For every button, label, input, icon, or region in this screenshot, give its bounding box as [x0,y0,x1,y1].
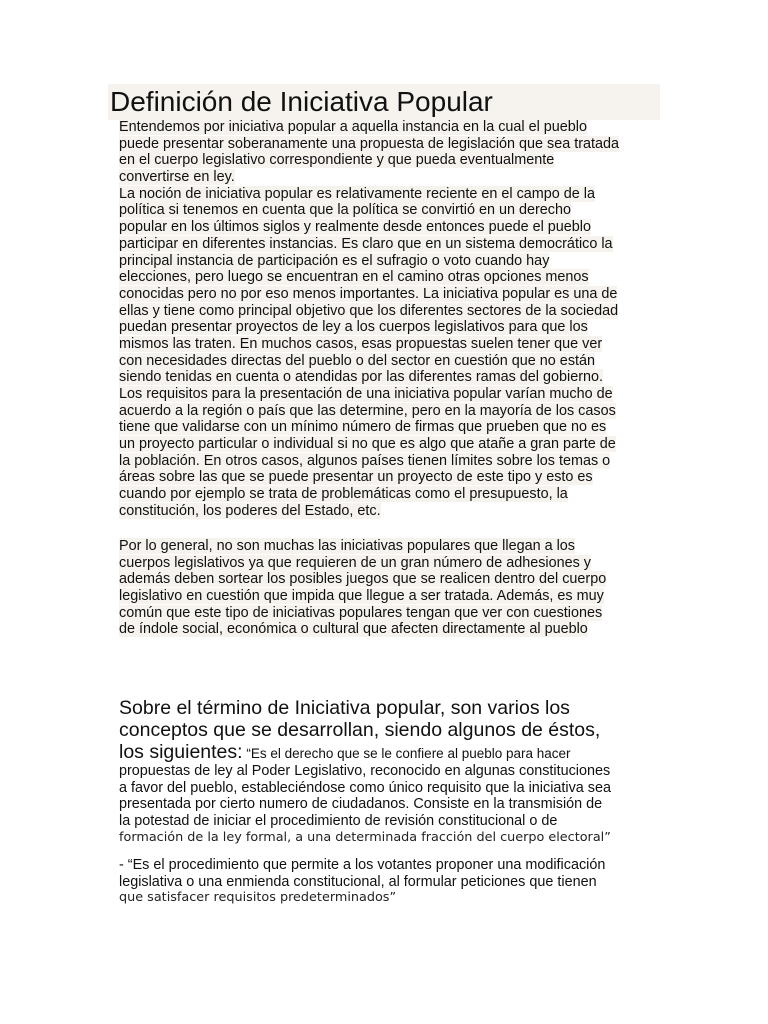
definitions-intro-mixed-line [119,741,679,763]
second-definition [119,857,679,907]
definition-quote-start: “Es el derecho que se le confiere al pueblo para hacer [242,746,571,761]
paragraph-line-text: de índole social, económica o cultural que afecten directamente al pueblo [119,621,588,638]
paragraph-line [119,286,664,303]
paragraph-line-text: además deben sortear los posibles juegos que se realicen dentro del cuerpo [119,571,607,588]
paragraph-line [119,538,664,555]
definitions-intro-line: Sobre el término de Iniciativa popular, son varios los [119,697,570,719]
paragraph-line [119,353,664,370]
paragraph-line [119,588,664,605]
paragraph-line [119,503,664,520]
paragraph-line [119,336,664,353]
paragraph-line-text: Por lo general, no son muchas las iniciativas populares que llegan a los [119,538,575,554]
paragraph-line-text: la población. En otros casos, algunos países tienen límites sobre los temas o [119,452,611,469]
paragraph-line [119,152,664,169]
paragraph-line-text: principal instancia de participación es el sufragio o voto cuando hay [119,252,550,269]
paragraph-line [119,269,664,286]
paragraph-line-text: en el cuerpo legislativo correspondiente y que pueda eventualmente [119,152,555,169]
paragraph-line-text: cuerpos legislativos ya que requieren de un gran número de adhesiones y [119,554,591,571]
paragraph-line-text: ellas y tiene como principal objetivo que los diferentes sectores de la sociedad [119,302,619,319]
definition-quote-line: propuestas de ley al Poder Legislativo, reconocido en algunas constituciones [119,763,611,779]
paragraph-line [119,319,664,336]
definitions-intro-tail: los siguientes: [119,741,243,763]
paragraph-line [119,169,664,186]
paragraph-line [119,219,664,236]
paragraph-line-text: conocidas pero no por eso menos importantes. La iniciativa popular es una de [119,285,618,302]
paragraph-line [119,386,664,403]
second-definition-line: legislativa o una enmienda constitucional, al formular peticiones que tienen [119,873,597,890]
definition-quote-line: formación de la ley formal, a una determinada fracción del cuerpo electoral” [119,829,611,845]
paragraph-line [119,555,664,572]
paragraph-line [119,186,664,203]
paragraph-line-text: La noción de iniciativa popular es relativamente reciente en el campo de la [119,185,595,202]
paragraph-line-text: convertirse en ley. [119,169,235,186]
paragraph-line [119,369,664,386]
paragraph-line-text: acuerdo a la región o país que las determine, pero en la mayoría de los casos [119,402,616,419]
paragraph-line [119,453,664,470]
definitions-section [119,697,679,846]
paragraph-line-text: elecciones, pero luego se encuentran en el camino otras opciones menos [119,269,589,286]
paragraph-line-text: legislativo en cuestión que impida que llegue a ser tratada. Además, es muy [119,588,604,605]
paragraph-line [119,605,664,622]
paragraph-line [119,621,664,638]
paragraph-line-text: Los requisitos para la presentación de una iniciativa popular varían mucho de [119,386,613,402]
paragraph-line [119,419,664,436]
paragraph-line [119,202,664,219]
paragraph-line [119,403,664,420]
paragraph-line-text: común que este tipo de iniciativas populares tengan que ver con cuestiones [119,604,603,621]
paragraph-line-text: constitución, los poderes del Estado, etc. [119,502,381,519]
paragraph-line-text: puedan presentar proyectos de ley a los cuerpos legislativos para que los [119,319,588,336]
paragraph-line-text: un proyecto particular o individual si no que es algo que atañe a gran parte de [119,436,616,453]
paragraph-line-text: política si tenemos en cuenta que la política se convirtió en un derecho [119,202,571,219]
paragraph-line [119,436,664,453]
definition-quote-line: presentada por cierto numero de ciudadanos. Consiste en la transmisión de [119,796,603,813]
definition-quote-line: la potestad de iniciar el procedimiento de revisión constitucional o de [119,813,558,830]
paragraph-line [119,571,664,588]
paragraph-line-text: Entendemos por iniciativa popular a aquella instancia en la cual el pueblo [119,119,588,135]
paragraph-line-text: áreas sobre las que se puede presentar un proyecto de este tipo y esto es [119,469,593,486]
paragraph-line-text: puede presentar soberanamente una propuesta de legislación que sea tratada [119,135,620,152]
paragraph-line-text: siendo tenidas en cuenta o atendidas por las diferentes ramas del gobierno. [119,369,604,386]
paragraph-line [119,253,664,270]
paragraph-1 [119,119,664,520]
second-definition-line: que satisfacer requisitos predeterminados” [119,890,397,906]
paragraph-line-text: con necesidades directas del pueblo o del sector en cuestión que no están [119,352,596,369]
definition-quote-line: a favor del pueblo, estableciéndose como único requisito que la iniciativa sea [119,779,611,796]
page-title: Definición de Iniciativa Popular [110,86,493,117]
paragraph-line-text: mismos las traten. En muchos casos, esas propuestas suelen tener que ver [119,335,603,352]
paragraph-line [119,119,664,136]
paragraph-line-text: cuando por ejemplo se trata de problemáticas como el presupuesto, la [119,486,568,503]
paragraph-line [119,303,664,320]
paragraph-2 [119,538,664,638]
paragraph-line [119,486,664,503]
paragraph-line-text: popular en los últimos siglos y realmente desde entonces puede el pueblo [119,219,591,236]
paragraph-line-text: participar en diferentes instancias. Es claro que en un sistema democrático la [119,235,613,252]
paragraph-line-text: tiene que validarse con un mínimo número de firmas que prueben que no es [119,419,607,436]
paragraph-line [119,236,664,253]
paragraph-line [119,469,664,486]
second-definition-line: - “Es el procedimiento que permite a los votantes proponer una modificación [119,857,606,873]
definitions-intro-line: conceptos que se desarrollan, siendo algunos de éstos, [119,719,601,741]
paragraph-line [119,136,664,153]
